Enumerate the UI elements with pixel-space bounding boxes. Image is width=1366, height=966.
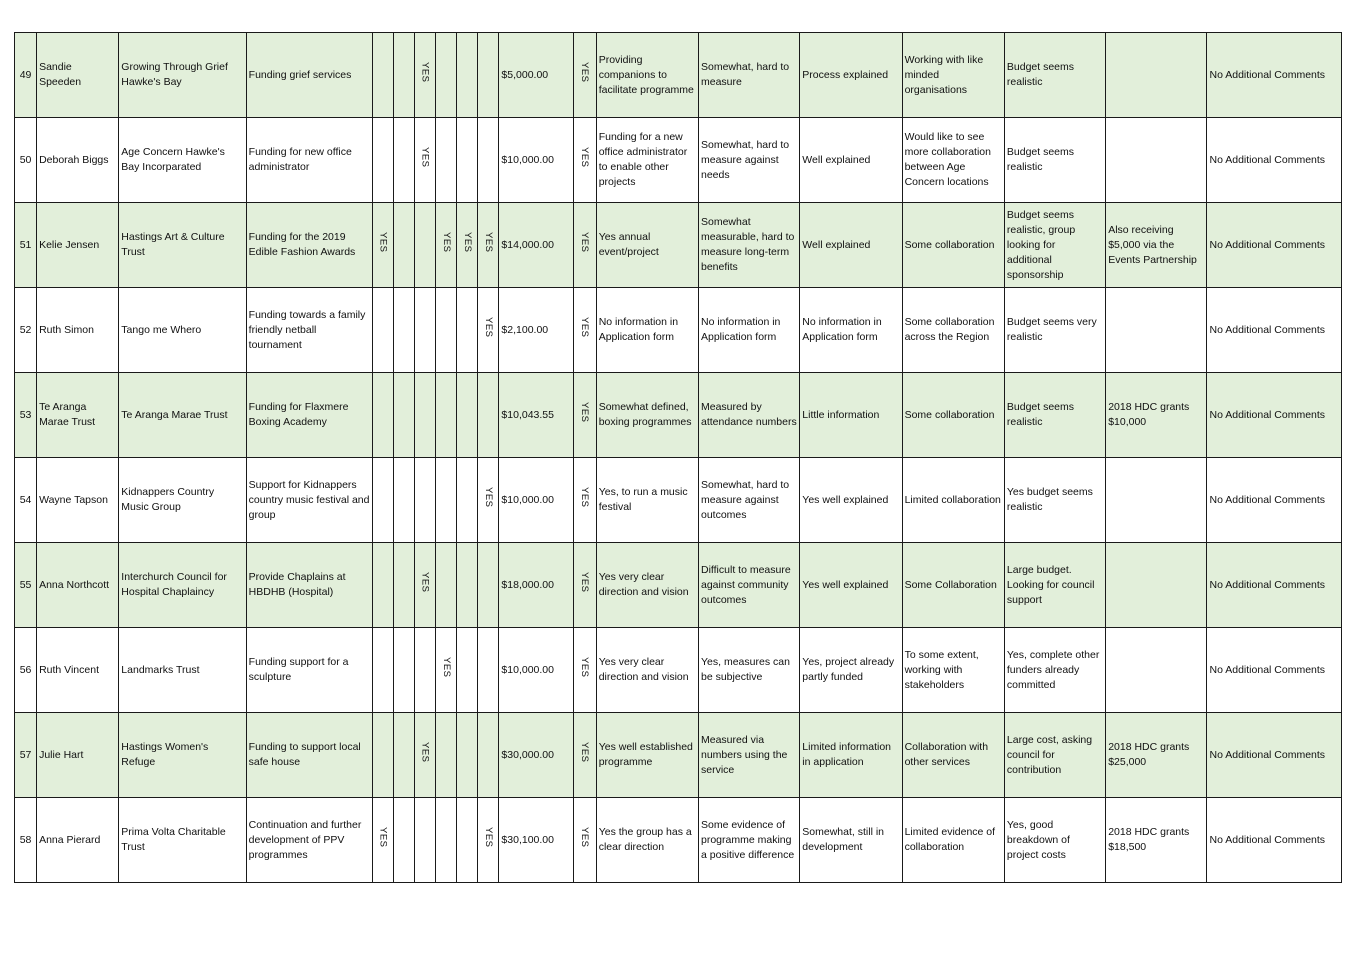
eligibility-flag bbox=[573, 798, 596, 883]
assessment-collaboration: Would like to see more collaboration between Age Concern locations bbox=[902, 118, 1004, 203]
table-row bbox=[15, 543, 1342, 628]
eligibility-flag bbox=[573, 543, 596, 628]
criteria-flag-3 bbox=[415, 628, 436, 713]
criteria-flag-6 bbox=[478, 288, 499, 373]
organisation-name: Growing Through Grief Hawke's Bay bbox=[119, 33, 246, 118]
assessment-collaboration: To some extent, working with stakeholders bbox=[902, 628, 1004, 713]
assessment-process: Process explained bbox=[800, 33, 902, 118]
criteria-flag-4 bbox=[436, 118, 457, 203]
assessment-budget: Budget seems realistic bbox=[1004, 33, 1105, 118]
row-number: 56 bbox=[15, 628, 37, 713]
applicant-name: Anna Pierard bbox=[37, 798, 119, 883]
organisation-name: Hastings Women's Refuge bbox=[119, 713, 246, 798]
criteria-flag-6-text: YES bbox=[482, 827, 494, 848]
organisation-name: Prima Volta Charitable Trust bbox=[119, 798, 246, 883]
additional-comments: No Additional Comments bbox=[1207, 543, 1342, 628]
assessment-direction: Funding for a new office administrator to enable other projects bbox=[596, 118, 698, 203]
eligibility-flag bbox=[573, 713, 596, 798]
assessment-direction: Yes annual event/project bbox=[596, 203, 698, 288]
assessment-collaboration: Some collaboration bbox=[902, 203, 1004, 288]
criteria-flag-4 bbox=[436, 288, 457, 373]
applicant-name: Deborah Biggs bbox=[37, 118, 119, 203]
eligibility-flag-text: YES bbox=[579, 232, 591, 253]
funding-purpose: Support for Kidnappers country music festival and group bbox=[246, 458, 372, 543]
criteria-flag-5-text: YES bbox=[461, 232, 473, 253]
criteria-flag-3 bbox=[415, 713, 436, 798]
criteria-flag-3 bbox=[415, 458, 436, 543]
criteria-flag-1 bbox=[373, 203, 394, 288]
criteria-flag-6 bbox=[478, 713, 499, 798]
criteria-flag-6-text: YES bbox=[482, 317, 494, 338]
previous-funding: 2018 HDC grants $10,000 bbox=[1106, 373, 1207, 458]
criteria-flag-4 bbox=[436, 33, 457, 118]
applicant-name: Anna Northcott bbox=[37, 543, 119, 628]
assessment-process: Well explained bbox=[800, 203, 902, 288]
criteria-flag-6 bbox=[478, 373, 499, 458]
criteria-flag-5 bbox=[457, 33, 478, 118]
assessment-direction: Yes well established programme bbox=[596, 713, 698, 798]
assessment-measurement: Yes, measures can be subjective bbox=[699, 628, 800, 713]
requested-amount: $14,000.00 bbox=[499, 203, 573, 288]
assessment-collaboration: Collaboration with other services bbox=[902, 713, 1004, 798]
assessment-collaboration: Limited evidence of collaboration bbox=[902, 798, 1004, 883]
previous-funding bbox=[1106, 288, 1207, 373]
organisation-name: Age Concern Hawke's Bay Incorparated bbox=[119, 118, 246, 203]
assessment-budget: Budget seems realistic, group looking for additional sponsorship bbox=[1004, 203, 1105, 288]
table-row bbox=[15, 713, 1342, 798]
criteria-flag-6 bbox=[478, 798, 499, 883]
assessment-process: No information in Application form bbox=[800, 288, 902, 373]
row-number: 52 bbox=[15, 288, 37, 373]
requested-amount: $30,000.00 bbox=[499, 713, 573, 798]
applicant-name: Kelie Jensen bbox=[37, 203, 119, 288]
criteria-flag-1 bbox=[373, 628, 394, 713]
criteria-flag-5 bbox=[457, 373, 478, 458]
funding-purpose: Funding grief services bbox=[246, 33, 372, 118]
assessment-measurement: Measured via numbers using the service bbox=[699, 713, 800, 798]
requested-amount: $10,000.00 bbox=[499, 628, 573, 713]
criteria-flag-4 bbox=[436, 458, 457, 543]
organisation-name: Tango me Whero bbox=[119, 288, 246, 373]
eligibility-flag-text: YES bbox=[579, 572, 591, 593]
row-number: 49 bbox=[15, 33, 37, 118]
criteria-flag-5 bbox=[457, 203, 478, 288]
requested-amount: $2,100.00 bbox=[499, 288, 573, 373]
criteria-flag-4 bbox=[436, 628, 457, 713]
requested-amount: $10,000.00 bbox=[499, 458, 573, 543]
criteria-flag-5 bbox=[457, 713, 478, 798]
criteria-flag-2 bbox=[394, 543, 415, 628]
organisation-name: Interchurch Council for Hospital Chaplaincy bbox=[119, 543, 246, 628]
assessment-budget: Large cost, asking council for contribution bbox=[1004, 713, 1105, 798]
organisation-name: Hastings Art & Culture Trust bbox=[119, 203, 246, 288]
assessment-budget: Budget seems very realistic bbox=[1004, 288, 1105, 373]
criteria-flag-1 bbox=[373, 798, 394, 883]
eligibility-flag bbox=[573, 628, 596, 713]
additional-comments: No Additional Comments bbox=[1207, 118, 1342, 203]
assessment-collaboration: Working with like minded organisations bbox=[902, 33, 1004, 118]
assessment-measurement: Somewhat, hard to measure against needs bbox=[699, 118, 800, 203]
criteria-flag-4 bbox=[436, 203, 457, 288]
funding-purpose: Funding for the 2019 Edible Fashion Awards bbox=[246, 203, 372, 288]
additional-comments: No Additional Comments bbox=[1207, 628, 1342, 713]
additional-comments: No Additional Comments bbox=[1207, 373, 1342, 458]
assessment-budget: Large budget. Looking for council support bbox=[1004, 543, 1105, 628]
eligibility-flag-text: YES bbox=[579, 402, 591, 423]
criteria-flag-6-text: YES bbox=[482, 232, 494, 253]
applicant-name: Sandie Speeden bbox=[37, 33, 119, 118]
eligibility-flag-text: YES bbox=[579, 487, 591, 508]
criteria-flag-4 bbox=[436, 373, 457, 458]
assessment-process: Somewhat, still in development bbox=[800, 798, 902, 883]
assessment-collaboration: Limited collaboration bbox=[902, 458, 1004, 543]
table-row bbox=[15, 288, 1342, 373]
criteria-flag-2 bbox=[394, 288, 415, 373]
eligibility-flag bbox=[573, 33, 596, 118]
criteria-flag-2 bbox=[394, 203, 415, 288]
criteria-flag-4 bbox=[436, 713, 457, 798]
applicant-name: Ruth Simon bbox=[37, 288, 119, 373]
criteria-flag-4-text: YES bbox=[440, 232, 452, 253]
criteria-flag-5 bbox=[457, 288, 478, 373]
criteria-flag-3-text: YES bbox=[419, 572, 431, 593]
eligibility-flag-text: YES bbox=[579, 62, 591, 83]
previous-funding: 2018 HDC grants $25,000 bbox=[1106, 713, 1207, 798]
criteria-flag-1 bbox=[373, 288, 394, 373]
assessment-measurement: Some evidence of programme making a positive difference bbox=[699, 798, 800, 883]
assessment-direction: Yes the group has a clear direction bbox=[596, 798, 698, 883]
criteria-flag-4 bbox=[436, 798, 457, 883]
eligibility-flag-text: YES bbox=[579, 742, 591, 763]
organisation-name: Kidnappers Country Music Group bbox=[119, 458, 246, 543]
requested-amount: $10,000.00 bbox=[499, 118, 573, 203]
criteria-flag-6 bbox=[478, 118, 499, 203]
criteria-flag-5 bbox=[457, 543, 478, 628]
criteria-flag-1 bbox=[373, 543, 394, 628]
grant-assessment-table bbox=[14, 32, 1342, 883]
criteria-flag-3 bbox=[415, 33, 436, 118]
assessment-measurement: Somewhat, hard to measure against outcomes bbox=[699, 458, 800, 543]
table-row bbox=[15, 628, 1342, 713]
row-number: 51 bbox=[15, 203, 37, 288]
assessment-direction: No information in Application form bbox=[596, 288, 698, 373]
applicant-name: Ruth Vincent bbox=[37, 628, 119, 713]
assessment-measurement: Measured by attendance numbers bbox=[699, 373, 800, 458]
applicant-name: Julie Hart bbox=[37, 713, 119, 798]
applicant-name: Wayne Tapson bbox=[37, 458, 119, 543]
funding-purpose: Funding for Flaxmere Boxing Academy bbox=[246, 373, 372, 458]
assessment-budget: Budget seems realistic bbox=[1004, 373, 1105, 458]
assessment-direction: Yes, to run a music festival bbox=[596, 458, 698, 543]
applicant-name: Te Aranga Marae Trust bbox=[37, 373, 119, 458]
assessment-direction: Providing companions to facilitate programme bbox=[596, 33, 698, 118]
additional-comments: No Additional Comments bbox=[1207, 288, 1342, 373]
criteria-flag-6 bbox=[478, 628, 499, 713]
criteria-flag-5 bbox=[457, 798, 478, 883]
additional-comments: No Additional Comments bbox=[1207, 458, 1342, 543]
criteria-flag-1 bbox=[373, 118, 394, 203]
table-row bbox=[15, 458, 1342, 543]
assessment-measurement: No information in Application form bbox=[699, 288, 800, 373]
requested-amount: $10,043.55 bbox=[499, 373, 573, 458]
assessment-measurement: Somewhat measurable, hard to measure long-term benefits bbox=[699, 203, 800, 288]
assessment-budget: Yes, complete other funders already committed bbox=[1004, 628, 1105, 713]
criteria-flag-6 bbox=[478, 33, 499, 118]
assessment-measurement: Difficult to measure against community outcomes bbox=[699, 543, 800, 628]
criteria-flag-2 bbox=[394, 798, 415, 883]
criteria-flag-6 bbox=[478, 458, 499, 543]
previous-funding bbox=[1106, 543, 1207, 628]
table-row bbox=[15, 798, 1342, 883]
criteria-flag-3 bbox=[415, 798, 436, 883]
table-row bbox=[15, 118, 1342, 203]
eligibility-flag bbox=[573, 373, 596, 458]
requested-amount: $5,000.00 bbox=[499, 33, 573, 118]
assessment-direction: Yes very clear direction and vision bbox=[596, 543, 698, 628]
previous-funding: 2018 HDC grants $18,500 bbox=[1106, 798, 1207, 883]
criteria-flag-5 bbox=[457, 458, 478, 543]
criteria-flag-3 bbox=[415, 543, 436, 628]
criteria-flag-4-text: YES bbox=[440, 657, 452, 678]
assessment-budget: Budget seems realistic bbox=[1004, 118, 1105, 203]
eligibility-flag-text: YES bbox=[579, 657, 591, 678]
additional-comments: No Additional Comments bbox=[1207, 798, 1342, 883]
additional-comments: No Additional Comments bbox=[1207, 203, 1342, 288]
previous-funding: Also receiving $5,000 via the Events Partnership bbox=[1106, 203, 1207, 288]
criteria-flag-2 bbox=[394, 373, 415, 458]
criteria-flag-3-text: YES bbox=[419, 742, 431, 763]
criteria-flag-2 bbox=[394, 713, 415, 798]
previous-funding bbox=[1106, 628, 1207, 713]
previous-funding bbox=[1106, 458, 1207, 543]
assessment-direction: Yes very clear direction and vision bbox=[596, 628, 698, 713]
assessment-collaboration: Some collaboration bbox=[902, 373, 1004, 458]
previous-funding bbox=[1106, 33, 1207, 118]
criteria-flag-3 bbox=[415, 373, 436, 458]
criteria-flag-1 bbox=[373, 713, 394, 798]
requested-amount: $18,000.00 bbox=[499, 543, 573, 628]
criteria-flag-2 bbox=[394, 33, 415, 118]
criteria-flag-1 bbox=[373, 33, 394, 118]
eligibility-flag-text: YES bbox=[579, 317, 591, 338]
funding-purpose: Funding to support local safe house bbox=[246, 713, 372, 798]
criteria-flag-4 bbox=[436, 543, 457, 628]
row-number: 50 bbox=[15, 118, 37, 203]
assessment-process: Limited information in application bbox=[800, 713, 902, 798]
row-number: 58 bbox=[15, 798, 37, 883]
criteria-flag-3-text: YES bbox=[419, 62, 431, 83]
eligibility-flag bbox=[573, 118, 596, 203]
assessment-process: Well explained bbox=[800, 118, 902, 203]
assessment-collaboration: Some collaboration across the Region bbox=[902, 288, 1004, 373]
criteria-flag-3 bbox=[415, 288, 436, 373]
eligibility-flag-text: YES bbox=[579, 827, 591, 848]
funding-purpose: Provide Chaplains at HBDHB (Hospital) bbox=[246, 543, 372, 628]
criteria-flag-5 bbox=[457, 118, 478, 203]
assessment-budget: Yes, good breakdown of project costs bbox=[1004, 798, 1105, 883]
additional-comments: No Additional Comments bbox=[1207, 33, 1342, 118]
criteria-flag-6 bbox=[478, 543, 499, 628]
table-row bbox=[15, 203, 1342, 288]
assessment-process: Yes, project already partly funded bbox=[800, 628, 902, 713]
criteria-flag-2 bbox=[394, 118, 415, 203]
funding-purpose: Funding support for a sculpture bbox=[246, 628, 372, 713]
criteria-flag-5 bbox=[457, 628, 478, 713]
row-number: 54 bbox=[15, 458, 37, 543]
assessment-budget: Yes budget seems realistic bbox=[1004, 458, 1105, 543]
criteria-flag-2 bbox=[394, 458, 415, 543]
assessment-measurement: Somewhat, hard to measure bbox=[699, 33, 800, 118]
criteria-flag-3 bbox=[415, 118, 436, 203]
assessment-process: Yes well explained bbox=[800, 458, 902, 543]
row-number: 57 bbox=[15, 713, 37, 798]
table-body bbox=[15, 33, 1342, 883]
criteria-flag-6-text: YES bbox=[482, 487, 494, 508]
organisation-name: Landmarks Trust bbox=[119, 628, 246, 713]
additional-comments: No Additional Comments bbox=[1207, 713, 1342, 798]
criteria-flag-3-text: YES bbox=[419, 147, 431, 168]
funding-purpose: Continuation and further development of PPV programmes bbox=[246, 798, 372, 883]
previous-funding bbox=[1106, 118, 1207, 203]
row-number: 55 bbox=[15, 543, 37, 628]
criteria-flag-1 bbox=[373, 458, 394, 543]
criteria-flag-2 bbox=[394, 628, 415, 713]
eligibility-flag bbox=[573, 203, 596, 288]
assessment-process: Little information bbox=[800, 373, 902, 458]
assessment-direction: Somewhat defined, boxing programmes bbox=[596, 373, 698, 458]
eligibility-flag-text: YES bbox=[579, 147, 591, 168]
criteria-flag-1-text: YES bbox=[377, 827, 389, 848]
assessment-process: Yes well explained bbox=[800, 543, 902, 628]
row-number: 53 bbox=[15, 373, 37, 458]
funding-purpose: Funding towards a family friendly netball tournament bbox=[246, 288, 372, 373]
organisation-name: Te Aranga Marae Trust bbox=[119, 373, 246, 458]
funding-purpose: Funding for new office administrator bbox=[246, 118, 372, 203]
requested-amount: $30,100.00 bbox=[499, 798, 573, 883]
criteria-flag-1 bbox=[373, 373, 394, 458]
eligibility-flag bbox=[573, 288, 596, 373]
criteria-flag-6 bbox=[478, 203, 499, 288]
assessment-collaboration: Some Collaboration bbox=[902, 543, 1004, 628]
table-row bbox=[15, 373, 1342, 458]
criteria-flag-1-text: YES bbox=[377, 232, 389, 253]
criteria-flag-3 bbox=[415, 203, 436, 288]
table-row bbox=[15, 33, 1342, 118]
eligibility-flag bbox=[573, 458, 596, 543]
